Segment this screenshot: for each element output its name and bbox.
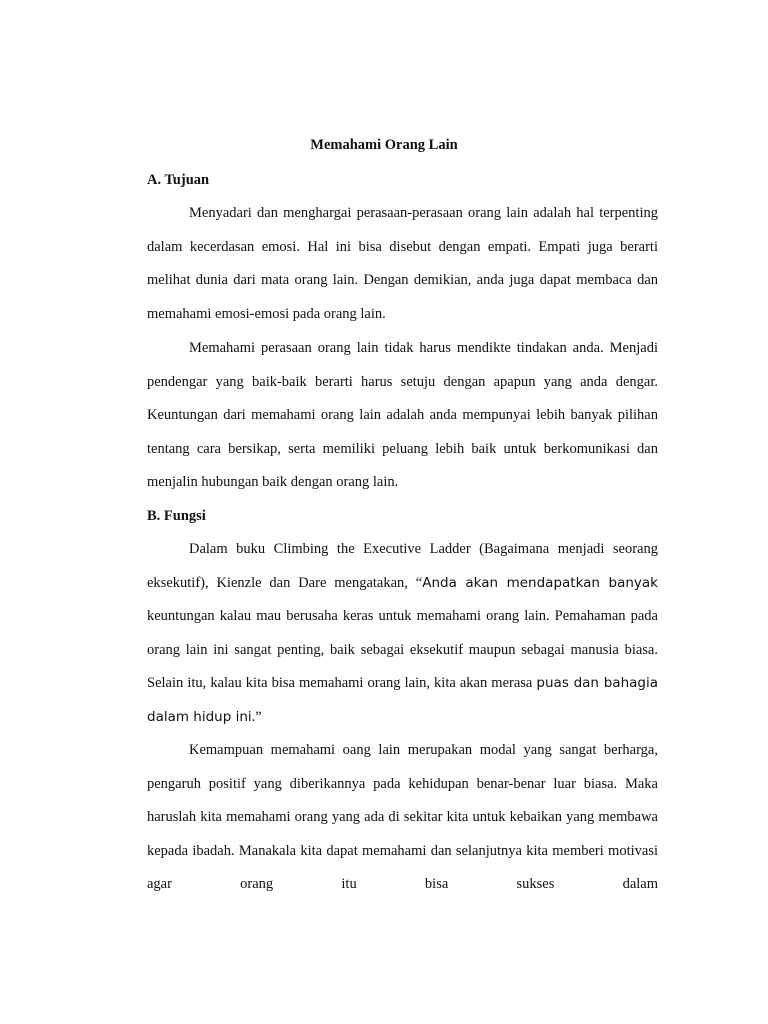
paragraph-fungsi-1-quote-a: Anda akan mendapatkan banyak (422, 574, 658, 591)
paragraph-fungsi-2: Kemampuan memahami oang lain merupakan modal yang sangat berharga, pengaruh positif yang diberikannya pada kehidupan benar-benar luar biasa. Maka haruslah kita memahami orang yang ada di sekitar kita untuk kebaikan yang membawa kepada ibadah. Manakala kita dapat memahami dan selanjutnya kita memberi motivasi agar orang itu bisa sukses dalam (147, 742, 658, 893)
paragraph-fungsi-1-end: .” (251, 708, 262, 725)
section-heading-fungsi: B. Fungsi (147, 508, 206, 524)
paragraph-fungsi-1-text-a: Dalam buku Climbing the Executive Ladder (Bagaimana menjadi seorang eksekutif), Kienzle dan Dare mengatakan, “ (147, 541, 658, 591)
document-title: Memahami Orang Lain (310, 137, 458, 153)
paragraph-fungsi-1 (147, 533, 658, 735)
paragraph-tujuan-2: Memahami perasaan orang lain tidak harus mendikte tindakan anda. Menjadi pendengar yang baik-baik berarti harus setuju dengan apapun yang anda dengar. Keuntungan dari memahami orang lain adalah anda mempunyai lebih banyak pilihan tentang cara bersikap, serta memiliki peluang lebih baik untuk berkomunikasi dan menjalin hubungan baik dengan orang lain. (147, 340, 658, 491)
section-heading-tujuan: A. Tujuan (147, 172, 210, 188)
paragraph-tujuan-1: Menyadari dan menghargai perasaan-perasaan orang lain adalah hal terpenting dalam kecerdasan emosi. Hal ini bisa disebut dengan empati. Empati juga berarti melihat dunia dari mata orang lain. Dengan demikian, anda juga dapat membaca dan memahami emosi-emosi pada orang lain. (147, 205, 658, 322)
paragraph-fungsi-1-quote-b: puas dan bahagia dalam hidup ini (147, 675, 658, 725)
paragraph-fungsi-1-text-b: keuntungan kalau mau berusaha keras untuk memahami orang lain. Pemahaman pada orang lain ini sangat penting, baik sebagai eksekutif maupun sebagai manusia biasa. Selain itu, kalau kita bisa memahami orang lain, kita akan merasa (147, 608, 658, 692)
